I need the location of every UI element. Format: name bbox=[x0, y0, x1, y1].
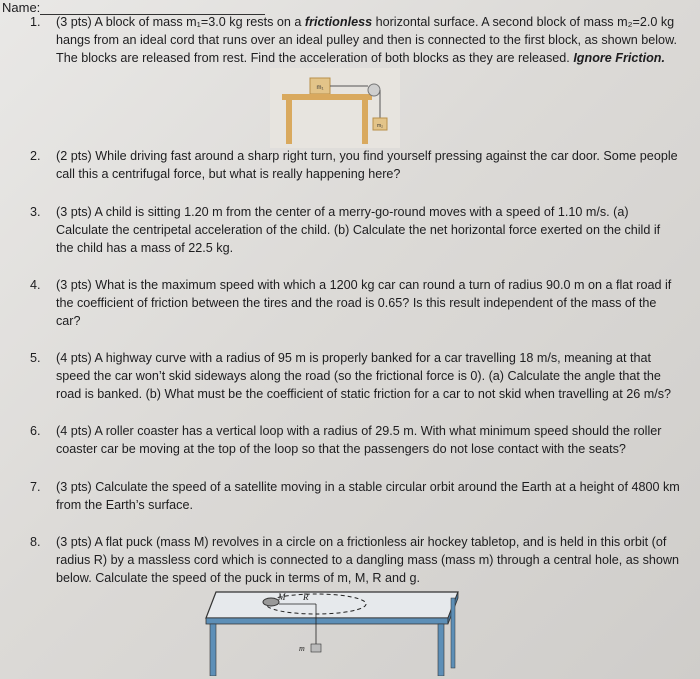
table-leg-back-right bbox=[451, 598, 455, 668]
label-R: R bbox=[303, 592, 309, 602]
question-number: 5. bbox=[30, 351, 41, 365]
emphasis-frictionless: frictionless bbox=[304, 15, 373, 29]
emphasis-ignore-friction: Ignore Friction. bbox=[573, 51, 665, 65]
figure-block-pulley bbox=[270, 68, 400, 148]
label-m: m bbox=[299, 644, 305, 653]
question-line: (3 pts) Calculate the speed of a satellite moving in a stable circular orbit around the Earth at a height of 4800 km bbox=[56, 480, 680, 494]
question-text bbox=[56, 533, 679, 587]
question-text bbox=[56, 276, 671, 330]
table-leg-left bbox=[286, 100, 292, 144]
question-number: 3. bbox=[30, 205, 41, 219]
table-leg-front-right bbox=[438, 624, 444, 676]
question-number: 6. bbox=[30, 424, 41, 438]
question-text bbox=[56, 203, 660, 257]
question-number: 1. bbox=[30, 15, 41, 29]
question-number: 7. bbox=[30, 480, 41, 494]
question-line: (3 pts) A child is sitting 1.20 m from the center of a merry-go-round moves with a speed of 1.10 m/s. (a) bbox=[56, 205, 629, 219]
label-m2: m₂ bbox=[376, 123, 384, 129]
puck bbox=[263, 598, 279, 606]
tabletop bbox=[282, 94, 372, 100]
question-line: (3 pts) A flat puck (mass M) revolves in a circle on a frictionless air hockey tabletop, and is held in this orbit (of bbox=[56, 535, 667, 549]
figure-air-hockey-table bbox=[186, 588, 466, 676]
question-text bbox=[56, 422, 661, 458]
pulley bbox=[368, 84, 380, 96]
question-number: 8. bbox=[30, 535, 41, 549]
question-number: 2. bbox=[30, 149, 41, 163]
question-line: (3 pts) A block of mass m₁=3.0 kg rests on a frictionless horizontal surface. A second block of mass m₂=2.0 kg bbox=[56, 15, 675, 29]
question-line: The blocks are released from rest. Find the acceleration of both blocks as they are released. Ignore Friction. bbox=[56, 51, 665, 65]
table-leg-right bbox=[362, 100, 368, 144]
question-line: coaster car be moving at the top of the loop so that the passengers do not lose contact with the seats? bbox=[56, 442, 626, 456]
question-text bbox=[56, 349, 671, 403]
table-leg-front-left bbox=[210, 624, 216, 676]
question-line: hangs from an ideal cord that runs over an ideal pulley and then is connected to the first block, as shown below. bbox=[56, 33, 677, 47]
question-line: the coefficient of friction between the tires and the road is 0.65? Is this result independent of the mass of the bbox=[56, 296, 657, 310]
question-line: radius R) by a massless cord which is connected to a dangling mass (mass m) through a central hole, as shown bbox=[56, 553, 679, 567]
question-line: (4 pts) A highway curve with a radius of 95 m is properly banked for a car travelling 18 m/s, meaning at that bbox=[56, 351, 651, 365]
label-M: M bbox=[278, 592, 286, 602]
label-m1: m₁ bbox=[316, 85, 324, 91]
name-label: Name: bbox=[2, 0, 41, 15]
question-line: the child has a mass of 22.5 kg. bbox=[56, 241, 234, 255]
table-edge bbox=[206, 618, 448, 624]
question-line: road is banked. (b) What must be the coefficient of static friction for a car to not skid when travelling at 26 m/s? bbox=[56, 387, 672, 401]
question-line: car? bbox=[56, 314, 81, 328]
question-number: 4. bbox=[30, 278, 41, 292]
tabletop bbox=[206, 592, 458, 618]
question-line: call this a centrifugal force, but what is really happening here? bbox=[56, 167, 401, 181]
question-line: (3 pts) What is the maximum speed with which a 1200 kg car can round a turn of radius 90.0 m on a flat road if bbox=[56, 278, 672, 292]
question-line: Calculate the centripetal acceleration of the child. (b) Calculate the net horizontal force exerted on the child if bbox=[56, 223, 661, 237]
question-text bbox=[56, 13, 677, 67]
question-line: (2 pts) While driving fast around a sharp right turn, you find yourself pressing against the car door. Some people bbox=[56, 149, 678, 163]
question-text bbox=[56, 147, 678, 183]
question-line: speed the car won’t skid sideways along the road (so the frictional force is 0). (a) Calculate the angle that the bbox=[56, 369, 661, 383]
question-line: from the Earth’s surface. bbox=[56, 498, 193, 512]
question-text bbox=[56, 478, 680, 514]
dangling-mass bbox=[311, 644, 321, 652]
question-line: below. Calculate the speed of the puck in terms of m, M, R and g. bbox=[56, 571, 421, 585]
question-line: (4 pts) A roller coaster has a vertical loop with a radius of 29.5 m. With what minimum speed should the roller bbox=[56, 424, 662, 438]
